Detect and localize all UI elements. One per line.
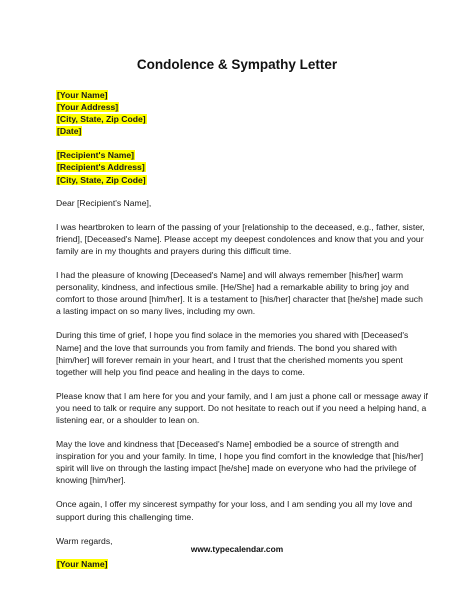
paragraph-4: Please know that I am here for you and your family, and I am just a phone call or message away if you need to talk or require any support. Do not hesitate to reach out if you need a helping hand, a listening ear, or a shoulder to lean on.: [56, 390, 428, 425]
sender-name: [Your Name]: [57, 90, 108, 100]
paragraph-3: During this time of grief, I hope you find solace in the memories you shared with [Deceased's Name] and the love that surrounds you from family and friends. The bond you shared with [him/her] will forever remain in your heart, and I trust that the cherished moments you spent together will help you find peace and healing in the days to come.: [56, 330, 409, 377]
recipient-city-state-zip: [City, State, Zip Code]: [57, 174, 146, 185]
paragraph-2: I had the pleasure of knowing [Deceased's Name] and will always remember [his/her] warm personality, kindness, and infectious smile. [He/She] had a remarkable ability to bring joy and comfort to those around [him/her]. It is a testament to [his/her] character that [he/she] made such a lasting impact on so many lives, including my own.: [56, 270, 423, 317]
closing: Warm regards,: [56, 535, 113, 546]
paragraph-1: I was heartbroken to learn of the passing of your [relationship to the deceased, e.g., father, sister, friend], [Deceased's Name]. Please accept my deepest condolences and know that you and your family are in my thoughts and prayers during this difficult time.: [56, 221, 425, 256]
salutation: Dear [Recipient's Name],: [56, 197, 152, 208]
paragraph-6: Once again, I offer my sincerest sympathy for your loss, and I am sending you all my love and support during this challenging time.: [56, 499, 413, 522]
signature-line: [56, 558, 428, 570]
sender-address: [Your Address]: [57, 102, 119, 113]
letter-body: [56, 89, 428, 570]
recipient-block: [56, 149, 428, 185]
recipient-name: [Recipient's Name]: [57, 150, 135, 161]
sender-block: [56, 89, 428, 137]
signature: [Your Name]: [57, 558, 108, 569]
paragraph-5: May the love and kindness that [Deceased's Name] embodied be a source of strength and inspiration for you and your family. In time, I hope you find comfort in the knowledge that [his/her] spirit will live on through the lasting impact [he/she] made on everyone who had the privilege of knowing [him/her].: [56, 439, 424, 486]
footer-url[interactable]: www.typecalendar.com: [190, 544, 284, 554]
recipient-address: [Recipient's Address]: [57, 162, 145, 173]
sender-date: [Date]: [57, 126, 82, 137]
sender-city-state-zip: [City, State, Zip Code]: [57, 114, 146, 125]
letter-title: Condolence & Sympathy Letter: [136, 57, 338, 72]
